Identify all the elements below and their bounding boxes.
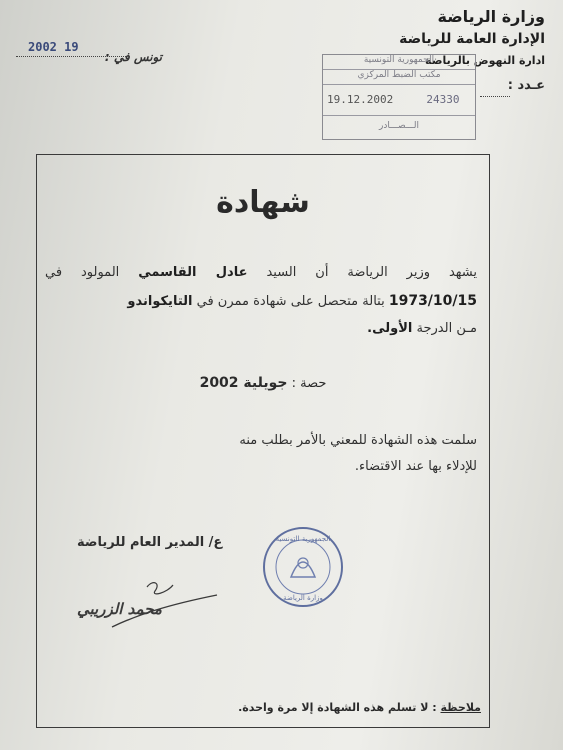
remark-label: ملاحظة — [440, 701, 481, 714]
general-directorate: الإدارة العامة للرياضة — [399, 31, 545, 47]
line1-prefix: يشهد وزير الرياضة أن السيد — [266, 265, 478, 280]
date-label: تونس في : — [104, 50, 162, 64]
remark-text: : لا تسلم هذه الشهادة إلا مرة واحدة. — [238, 701, 437, 714]
session-label: حصة : — [291, 376, 327, 391]
certificate-line-3 — [45, 321, 477, 336]
stamp-line-2: مكتب الضبط المركزي — [323, 70, 475, 85]
seal-text-bottom: وزارة الرياضة — [283, 594, 323, 602]
department-name: ادارة النهوض بالرياضة — [425, 54, 545, 67]
ministry-seal — [261, 525, 345, 609]
ministry-name: وزارة الرياضة — [437, 7, 545, 26]
remark — [238, 701, 481, 714]
degree: الأولى. — [367, 321, 413, 336]
stamp-date: 19.12.2002 — [327, 93, 394, 106]
stamp-date-row — [323, 85, 475, 116]
line1-suffix: المولود في — [45, 265, 120, 280]
person-name: عادل القاسمي — [138, 265, 248, 280]
session-line — [37, 375, 489, 391]
issued-line-1: سلمت هذه الشهادة للمعني بالأمر بطلب منه — [239, 433, 477, 448]
stamp-line-1: الجمهورية التونسية — [323, 55, 475, 70]
date-dotted-line — [16, 56, 126, 57]
signer-name: محمد الزريبي — [77, 600, 162, 618]
certificate-line-2 — [45, 293, 477, 309]
issue-date — [16, 38, 166, 68]
birth-date: 1973/10/15 — [388, 293, 477, 309]
handwritten-date: 2002 19 — [28, 40, 79, 54]
signature-scribble — [107, 575, 227, 635]
registry-stamp — [322, 54, 476, 140]
degree-prefix: مـن الدرجة — [416, 321, 477, 336]
issued-line-2: للإدلاء بها عند الاقتضاء. — [354, 459, 477, 474]
stamp-reference: 24330 — [426, 93, 460, 106]
certificate-title: شهادة — [216, 185, 310, 220]
number-label: عـدد : — [507, 78, 545, 93]
certificate-frame — [36, 154, 490, 728]
seal-text-top: الجمهورية التونسية — [275, 535, 331, 543]
signer-title: ع/ المدير العام للرياضة — [77, 535, 223, 550]
discipline: التايكواندو — [127, 294, 193, 309]
stamp-line-bottom: الـــصـــادر — [379, 121, 419, 131]
line2-text: بتالة متحصل على شهادة ممرن في — [196, 294, 385, 309]
certificate-line-1 — [45, 265, 477, 280]
session-value: جويلية 2002 — [199, 375, 288, 391]
number-dotted-line — [480, 96, 510, 97]
